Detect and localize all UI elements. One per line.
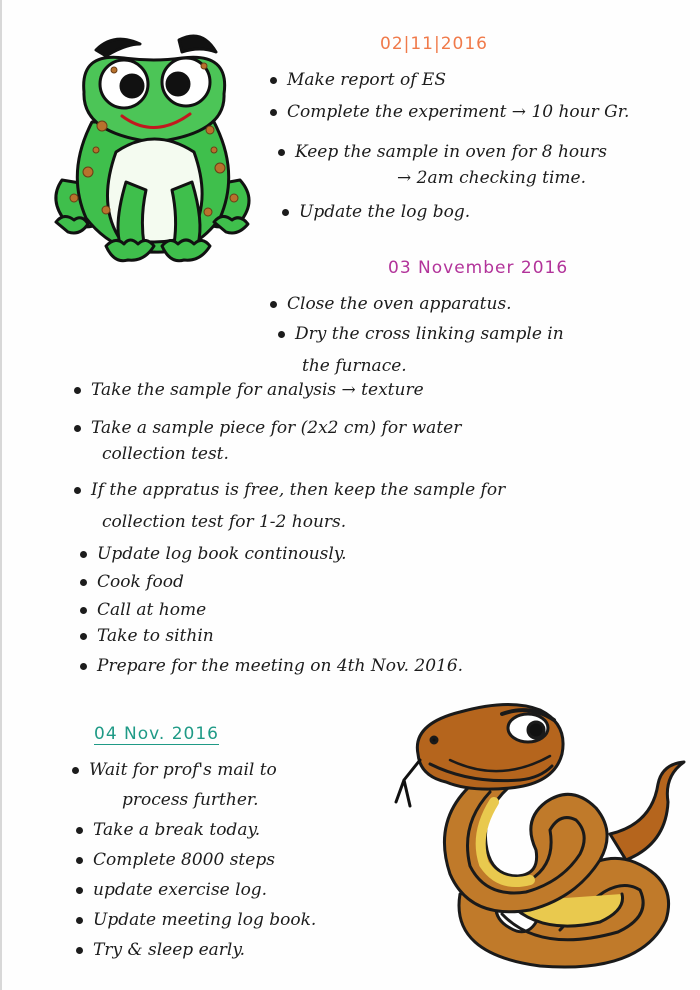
note-text: Take the sample for analysis → texture — [91, 380, 424, 400]
date-heading-2: 03 November 2016 — [388, 258, 569, 278]
bullet-dot — [278, 331, 285, 338]
list-item — [270, 66, 446, 95]
list-item — [278, 320, 564, 349]
note-text: the furnace. — [302, 356, 407, 376]
list-item — [102, 508, 346, 537]
bullet-dot — [74, 387, 81, 394]
list-item — [74, 414, 461, 443]
list-item — [270, 290, 512, 319]
list-item — [76, 816, 260, 845]
list-item — [74, 476, 505, 505]
list-item — [76, 846, 275, 875]
bullet-dot — [80, 633, 87, 640]
list-item — [76, 936, 245, 965]
list-item — [397, 164, 586, 193]
bullet-dot — [76, 827, 83, 834]
date-heading-1: 02|11|2016 — [380, 34, 488, 54]
note-text: Dry the cross linking sample in — [295, 324, 564, 344]
list-item — [282, 198, 470, 227]
note-text: collection test for 1-2 hours. — [102, 512, 347, 532]
note-text: If the appratus is free, then keep the sample for — [91, 480, 506, 500]
note-text: collection test. — [102, 444, 229, 464]
note-text: Update meeting log book. — [93, 910, 317, 930]
bullet-dot — [74, 487, 81, 494]
note-text: Take a break today. — [93, 820, 261, 840]
list-item — [72, 756, 277, 785]
list-item — [76, 876, 267, 905]
bullet-dot — [270, 301, 277, 308]
bullet-dot — [80, 663, 87, 670]
bullet-dot — [80, 607, 87, 614]
note-text: Make report of ES — [287, 70, 446, 90]
bullet-dot — [76, 857, 83, 864]
date-heading-3 — [94, 724, 219, 745]
bullet-dot — [270, 77, 277, 84]
list-item — [80, 622, 214, 651]
date-text: 04 Nov. 2016 — [94, 724, 219, 744]
note-text: Prepare for the meeting on 4th Nov. 2016. — [97, 656, 464, 676]
note-text: → 2am checking time. — [397, 168, 587, 188]
bullet-dot — [74, 425, 81, 432]
note-text: Call at home — [97, 600, 207, 620]
note-text: Try & sleep early. — [93, 940, 246, 960]
list-item — [80, 568, 184, 597]
list-item — [278, 138, 607, 167]
note-text: Complete the experiment → 10 hour Gr. — [287, 102, 630, 122]
note-text: Wait for prof's mail to — [89, 760, 277, 780]
bullet-dot — [76, 887, 83, 894]
list-item — [102, 440, 229, 469]
snake-drawing-icon — [390, 684, 690, 980]
bullet-dot — [270, 109, 277, 116]
list-item — [270, 98, 629, 127]
note-text: Update the log bog. — [299, 202, 471, 222]
bullet-dot — [80, 579, 87, 586]
list-item — [80, 652, 463, 681]
note-text: Complete 8000 steps — [93, 850, 275, 870]
note-text: Cook food — [97, 572, 184, 592]
note-text: update exercise log. — [93, 880, 268, 900]
frog-drawing-icon — [44, 22, 259, 284]
bullet-dot — [76, 917, 83, 924]
note-text: Close the oven apparatus. — [287, 294, 512, 314]
list-item — [76, 906, 316, 935]
list-item — [74, 376, 424, 405]
bullet-dot — [72, 767, 79, 774]
list-item — [80, 596, 206, 625]
note-text: Update log book continously. — [97, 544, 347, 564]
note-text: process further. — [122, 790, 259, 810]
note-text: Keep the sample in oven for 8 hours — [295, 142, 607, 162]
bullet-dot — [278, 149, 285, 156]
bullet-dot — [76, 947, 83, 954]
bullet-dot — [282, 209, 289, 216]
note-text: Take to sithin — [97, 626, 214, 646]
note-text: Take a sample piece for (2x2 cm) for water — [91, 418, 462, 438]
bullet-dot — [80, 551, 87, 558]
list-item — [80, 540, 347, 569]
list-item — [122, 786, 259, 815]
